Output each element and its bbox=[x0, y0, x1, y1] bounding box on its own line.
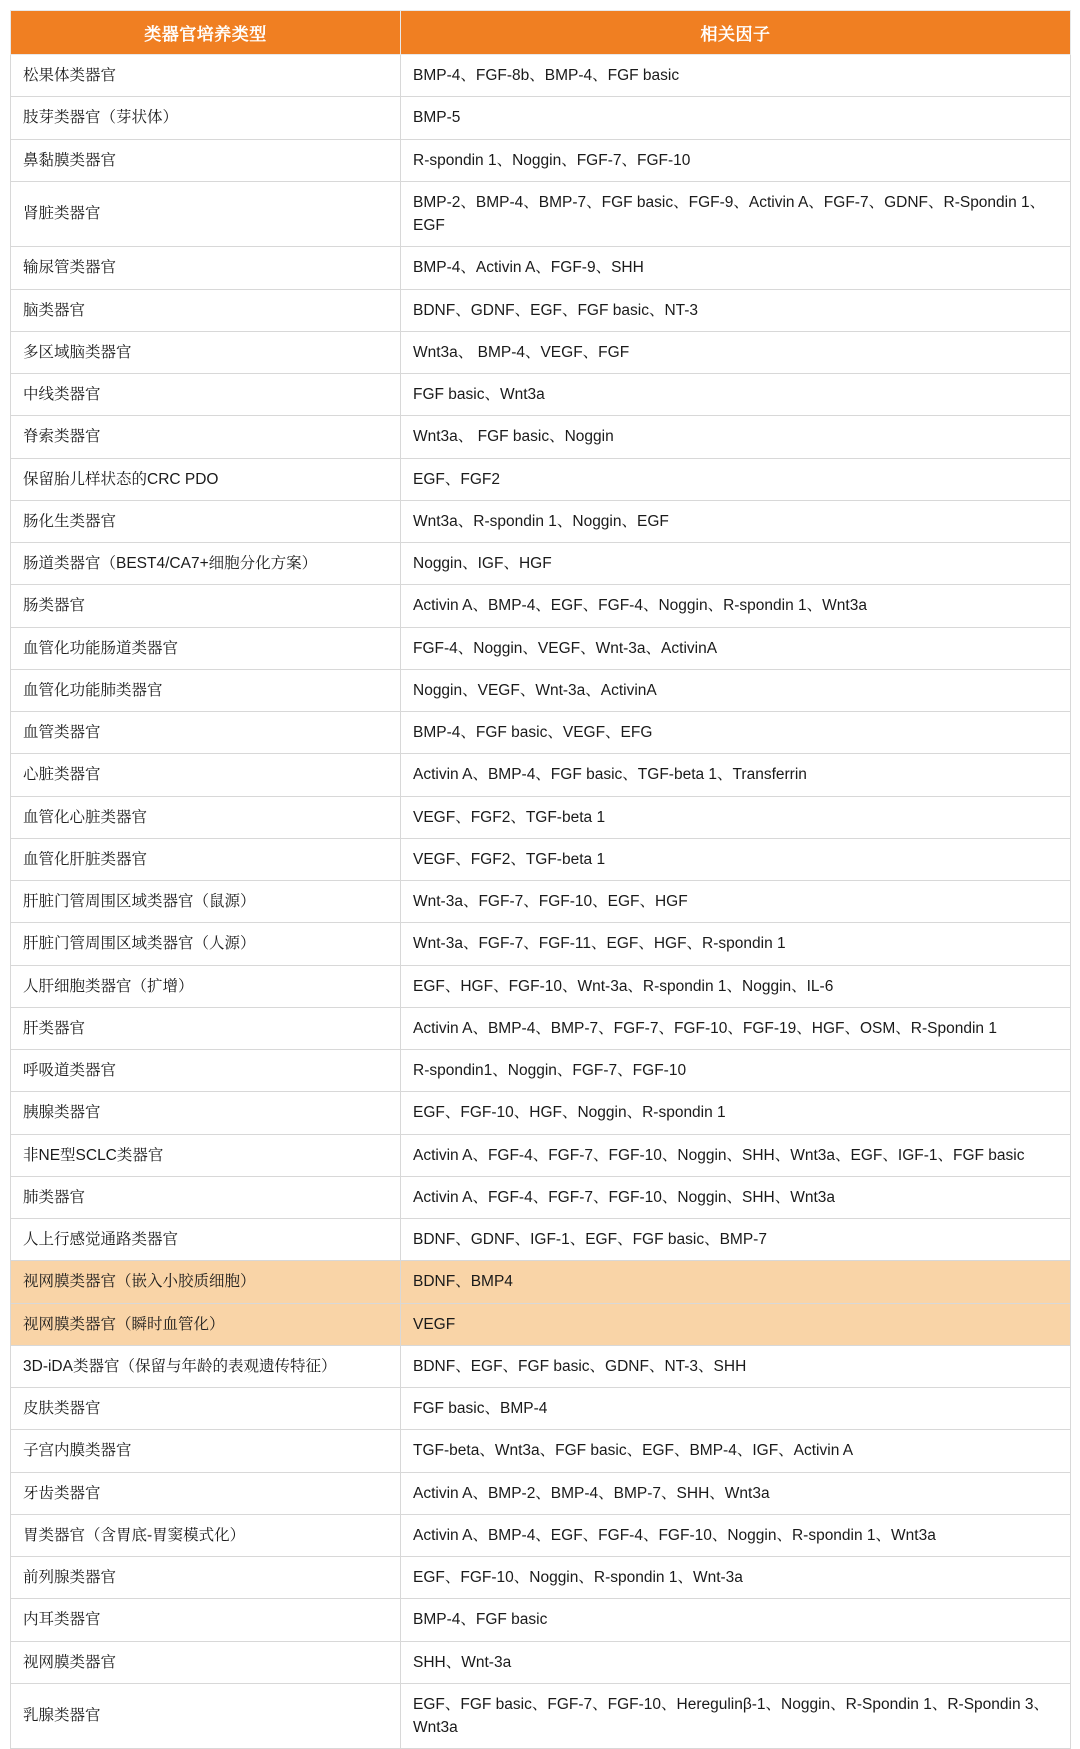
cell-organoid-type: 肝脏门管周围区域类器官（人源） bbox=[11, 923, 401, 965]
cell-related-factors: Wnt-3a、FGF-7、FGF-10、EGF、HGF bbox=[401, 881, 1071, 923]
table-row bbox=[11, 1430, 1071, 1472]
cell-organoid-type: 肺类器官 bbox=[11, 1176, 401, 1218]
cell-related-factors: VEGF bbox=[401, 1303, 1071, 1345]
table-row bbox=[11, 1176, 1071, 1218]
cell-organoid-type: 肝类器官 bbox=[11, 1007, 401, 1049]
table-row bbox=[11, 796, 1071, 838]
cell-related-factors: Noggin、VEGF、Wnt-3a、ActivinA bbox=[401, 669, 1071, 711]
cell-organoid-type: 乳腺类器官 bbox=[11, 1683, 401, 1749]
cell-related-factors: BDNF、GDNF、EGF、FGF basic、NT-3 bbox=[401, 289, 1071, 331]
cell-related-factors: EGF、FGF basic、FGF-7、FGF-10、Heregulinβ-1、Noggin、R-Spondin 1、R-Spondin 3、Wnt3a bbox=[401, 1683, 1071, 1749]
cell-organoid-type: 肠类器官 bbox=[11, 585, 401, 627]
cell-organoid-type: 人肝细胞类器官（扩增） bbox=[11, 965, 401, 1007]
table-row bbox=[11, 139, 1071, 181]
table-row bbox=[11, 1050, 1071, 1092]
cell-related-factors: EGF、FGF-10、Noggin、R-spondin 1、Wnt-3a bbox=[401, 1557, 1071, 1599]
cell-organoid-type: 3D-iDA类器官（保留与年龄的表观遗传特征） bbox=[11, 1345, 401, 1387]
cell-organoid-type: 中线类器官 bbox=[11, 374, 401, 416]
cell-organoid-type: 肠化生类器官 bbox=[11, 500, 401, 542]
table-row bbox=[11, 1599, 1071, 1641]
cell-related-factors: Wnt3a、R-spondin 1、Noggin、EGF bbox=[401, 500, 1071, 542]
cell-related-factors: Activin A、BMP-4、EGF、FGF-4、FGF-10、Noggin、R-spondin 1、Wnt3a bbox=[401, 1514, 1071, 1556]
cell-organoid-type: 人上行感觉通路类器官 bbox=[11, 1219, 401, 1261]
table-row bbox=[11, 1345, 1071, 1387]
table-row bbox=[11, 712, 1071, 754]
table-row bbox=[11, 1303, 1071, 1345]
table-row bbox=[11, 289, 1071, 331]
cell-related-factors: R-spondin1、Noggin、FGF-7、FGF-10 bbox=[401, 1050, 1071, 1092]
table-header-row bbox=[11, 11, 1071, 55]
cell-organoid-type: 肢芽类器官（芽状体） bbox=[11, 97, 401, 139]
cell-organoid-type: 视网膜类器官 bbox=[11, 1641, 401, 1683]
table-row bbox=[11, 543, 1071, 585]
table-row bbox=[11, 55, 1071, 97]
table-row bbox=[11, 923, 1071, 965]
cell-related-factors: Wnt3a、 BMP-4、VEGF、FGF bbox=[401, 331, 1071, 373]
table-row bbox=[11, 838, 1071, 880]
table-header bbox=[11, 11, 1071, 55]
cell-related-factors: EGF、FGF2 bbox=[401, 458, 1071, 500]
cell-organoid-type: 肾脏类器官 bbox=[11, 181, 401, 247]
cell-organoid-type: 胰腺类器官 bbox=[11, 1092, 401, 1134]
cell-related-factors: BMP-4、FGF-8b、BMP-4、FGF basic bbox=[401, 55, 1071, 97]
table-row bbox=[11, 1134, 1071, 1176]
cell-related-factors: Wnt-3a、FGF-7、FGF-11、EGF、HGF、R-spondin 1 bbox=[401, 923, 1071, 965]
cell-organoid-type: 内耳类器官 bbox=[11, 1599, 401, 1641]
cell-organoid-type: 前列腺类器官 bbox=[11, 1557, 401, 1599]
table-row bbox=[11, 458, 1071, 500]
cell-organoid-type: 视网膜类器官（嵌入小胶质细胞） bbox=[11, 1261, 401, 1303]
table-row bbox=[11, 1007, 1071, 1049]
cell-related-factors: Noggin、IGF、HGF bbox=[401, 543, 1071, 585]
table-row bbox=[11, 1261, 1071, 1303]
cell-organoid-type: 血管化心脏类器官 bbox=[11, 796, 401, 838]
cell-related-factors: Activin A、FGF-4、FGF-7、FGF-10、Noggin、SHH、Wnt3a bbox=[401, 1176, 1071, 1218]
cell-related-factors: BDNF、EGF、FGF basic、GDNF、NT-3、SHH bbox=[401, 1345, 1071, 1387]
table-row bbox=[11, 331, 1071, 373]
table-row bbox=[11, 1514, 1071, 1556]
table-row bbox=[11, 881, 1071, 923]
table-row bbox=[11, 627, 1071, 669]
cell-organoid-type: 肝脏门管周围区域类器官（鼠源） bbox=[11, 881, 401, 923]
table-row bbox=[11, 1472, 1071, 1514]
cell-related-factors: Activin A、BMP-2、BMP-4、BMP-7、SHH、Wnt3a bbox=[401, 1472, 1071, 1514]
cell-related-factors: R-spondin 1、Noggin、FGF-7、FGF-10 bbox=[401, 139, 1071, 181]
cell-related-factors: FGF-4、Noggin、VEGF、Wnt-3a、ActivinA bbox=[401, 627, 1071, 669]
cell-related-factors: TGF-beta、Wnt3a、FGF basic、EGF、BMP-4、IGF、Activin A bbox=[401, 1430, 1071, 1472]
cell-related-factors: SHH、Wnt-3a bbox=[401, 1641, 1071, 1683]
cell-organoid-type: 脊索类器官 bbox=[11, 416, 401, 458]
cell-related-factors: VEGF、FGF2、TGF-beta 1 bbox=[401, 796, 1071, 838]
cell-organoid-type: 视网膜类器官（瞬时血管化） bbox=[11, 1303, 401, 1345]
cell-related-factors: Activin A、FGF-4、FGF-7、FGF-10、Noggin、SHH、Wnt3a、EGF、IGF-1、FGF basic bbox=[401, 1134, 1071, 1176]
table-row bbox=[11, 1388, 1071, 1430]
cell-related-factors: BDNF、BMP4 bbox=[401, 1261, 1071, 1303]
cell-organoid-type: 脑类器官 bbox=[11, 289, 401, 331]
cell-organoid-type: 血管化功能肠道类器官 bbox=[11, 627, 401, 669]
cell-organoid-type: 呼吸道类器官 bbox=[11, 1050, 401, 1092]
cell-related-factors: EGF、FGF-10、HGF、Noggin、R-spondin 1 bbox=[401, 1092, 1071, 1134]
organoid-factor-table bbox=[10, 10, 1071, 1749]
cell-organoid-type: 保留胎儿样状态的CRC PDO bbox=[11, 458, 401, 500]
cell-related-factors: Activin A、BMP-4、BMP-7、FGF-7、FGF-10、FGF-19、HGF、OSM、R-Spondin 1 bbox=[401, 1007, 1071, 1049]
cell-organoid-type: 非NE型SCLC类器官 bbox=[11, 1134, 401, 1176]
table-row bbox=[11, 1641, 1071, 1683]
table-row bbox=[11, 1683, 1071, 1749]
cell-related-factors: VEGF、FGF2、TGF-beta 1 bbox=[401, 838, 1071, 880]
cell-related-factors: BMP-4、Activin A、FGF-9、SHH bbox=[401, 247, 1071, 289]
cell-organoid-type: 子宫内膜类器官 bbox=[11, 1430, 401, 1472]
cell-related-factors: Activin A、BMP-4、EGF、FGF-4、Noggin、R-spondin 1、Wnt3a bbox=[401, 585, 1071, 627]
table-row bbox=[11, 416, 1071, 458]
table-row bbox=[11, 1092, 1071, 1134]
cell-organoid-type: 血管类器官 bbox=[11, 712, 401, 754]
table-row bbox=[11, 669, 1071, 711]
cell-organoid-type: 血管化功能肺类器官 bbox=[11, 669, 401, 711]
cell-organoid-type: 松果体类器官 bbox=[11, 55, 401, 97]
cell-organoid-type: 心脏类器官 bbox=[11, 754, 401, 796]
cell-organoid-type: 胃类器官（含胃底-胃窦模式化） bbox=[11, 1514, 401, 1556]
cell-related-factors: BDNF、GDNF、IGF-1、EGF、FGF basic、BMP-7 bbox=[401, 1219, 1071, 1261]
cell-related-factors: BMP-2、BMP-4、BMP-7、FGF basic、FGF-9、Activin A、FGF-7、GDNF、R-Spondin 1、EGF bbox=[401, 181, 1071, 247]
table-row bbox=[11, 754, 1071, 796]
table-body bbox=[11, 55, 1071, 1749]
table-row bbox=[11, 500, 1071, 542]
cell-organoid-type: 肠道类器官（BEST4/CA7+细胞分化方案） bbox=[11, 543, 401, 585]
cell-related-factors: Activin A、BMP-4、FGF basic、TGF-beta 1、Transferrin bbox=[401, 754, 1071, 796]
cell-related-factors: Wnt3a、 FGF basic、Noggin bbox=[401, 416, 1071, 458]
cell-related-factors: EGF、HGF、FGF-10、Wnt-3a、R-spondin 1、Noggin、IL-6 bbox=[401, 965, 1071, 1007]
cell-organoid-type: 皮肤类器官 bbox=[11, 1388, 401, 1430]
cell-related-factors: FGF basic、Wnt3a bbox=[401, 374, 1071, 416]
cell-organoid-type: 牙齿类器官 bbox=[11, 1472, 401, 1514]
cell-organoid-type: 输尿管类器官 bbox=[11, 247, 401, 289]
table-row bbox=[11, 1557, 1071, 1599]
cell-related-factors: BMP-4、FGF basic、VEGF、EFG bbox=[401, 712, 1071, 754]
cell-related-factors: FGF basic、BMP-4 bbox=[401, 1388, 1071, 1430]
cell-organoid-type: 鼻黏膜类器官 bbox=[11, 139, 401, 181]
cell-organoid-type: 多区域脑类器官 bbox=[11, 331, 401, 373]
cell-organoid-type: 血管化肝脏类器官 bbox=[11, 838, 401, 880]
cell-related-factors: BMP-4、FGF basic bbox=[401, 1599, 1071, 1641]
table-row bbox=[11, 965, 1071, 1007]
table-row bbox=[11, 1219, 1071, 1261]
column-header-related-factors: 相关因子 bbox=[401, 11, 1071, 55]
table-row bbox=[11, 247, 1071, 289]
column-header-organoid-type: 类器官培养类型 bbox=[11, 11, 401, 55]
table-row bbox=[11, 97, 1071, 139]
cell-related-factors: BMP-5 bbox=[401, 97, 1071, 139]
table-row bbox=[11, 585, 1071, 627]
table-row bbox=[11, 374, 1071, 416]
table-row bbox=[11, 181, 1071, 247]
